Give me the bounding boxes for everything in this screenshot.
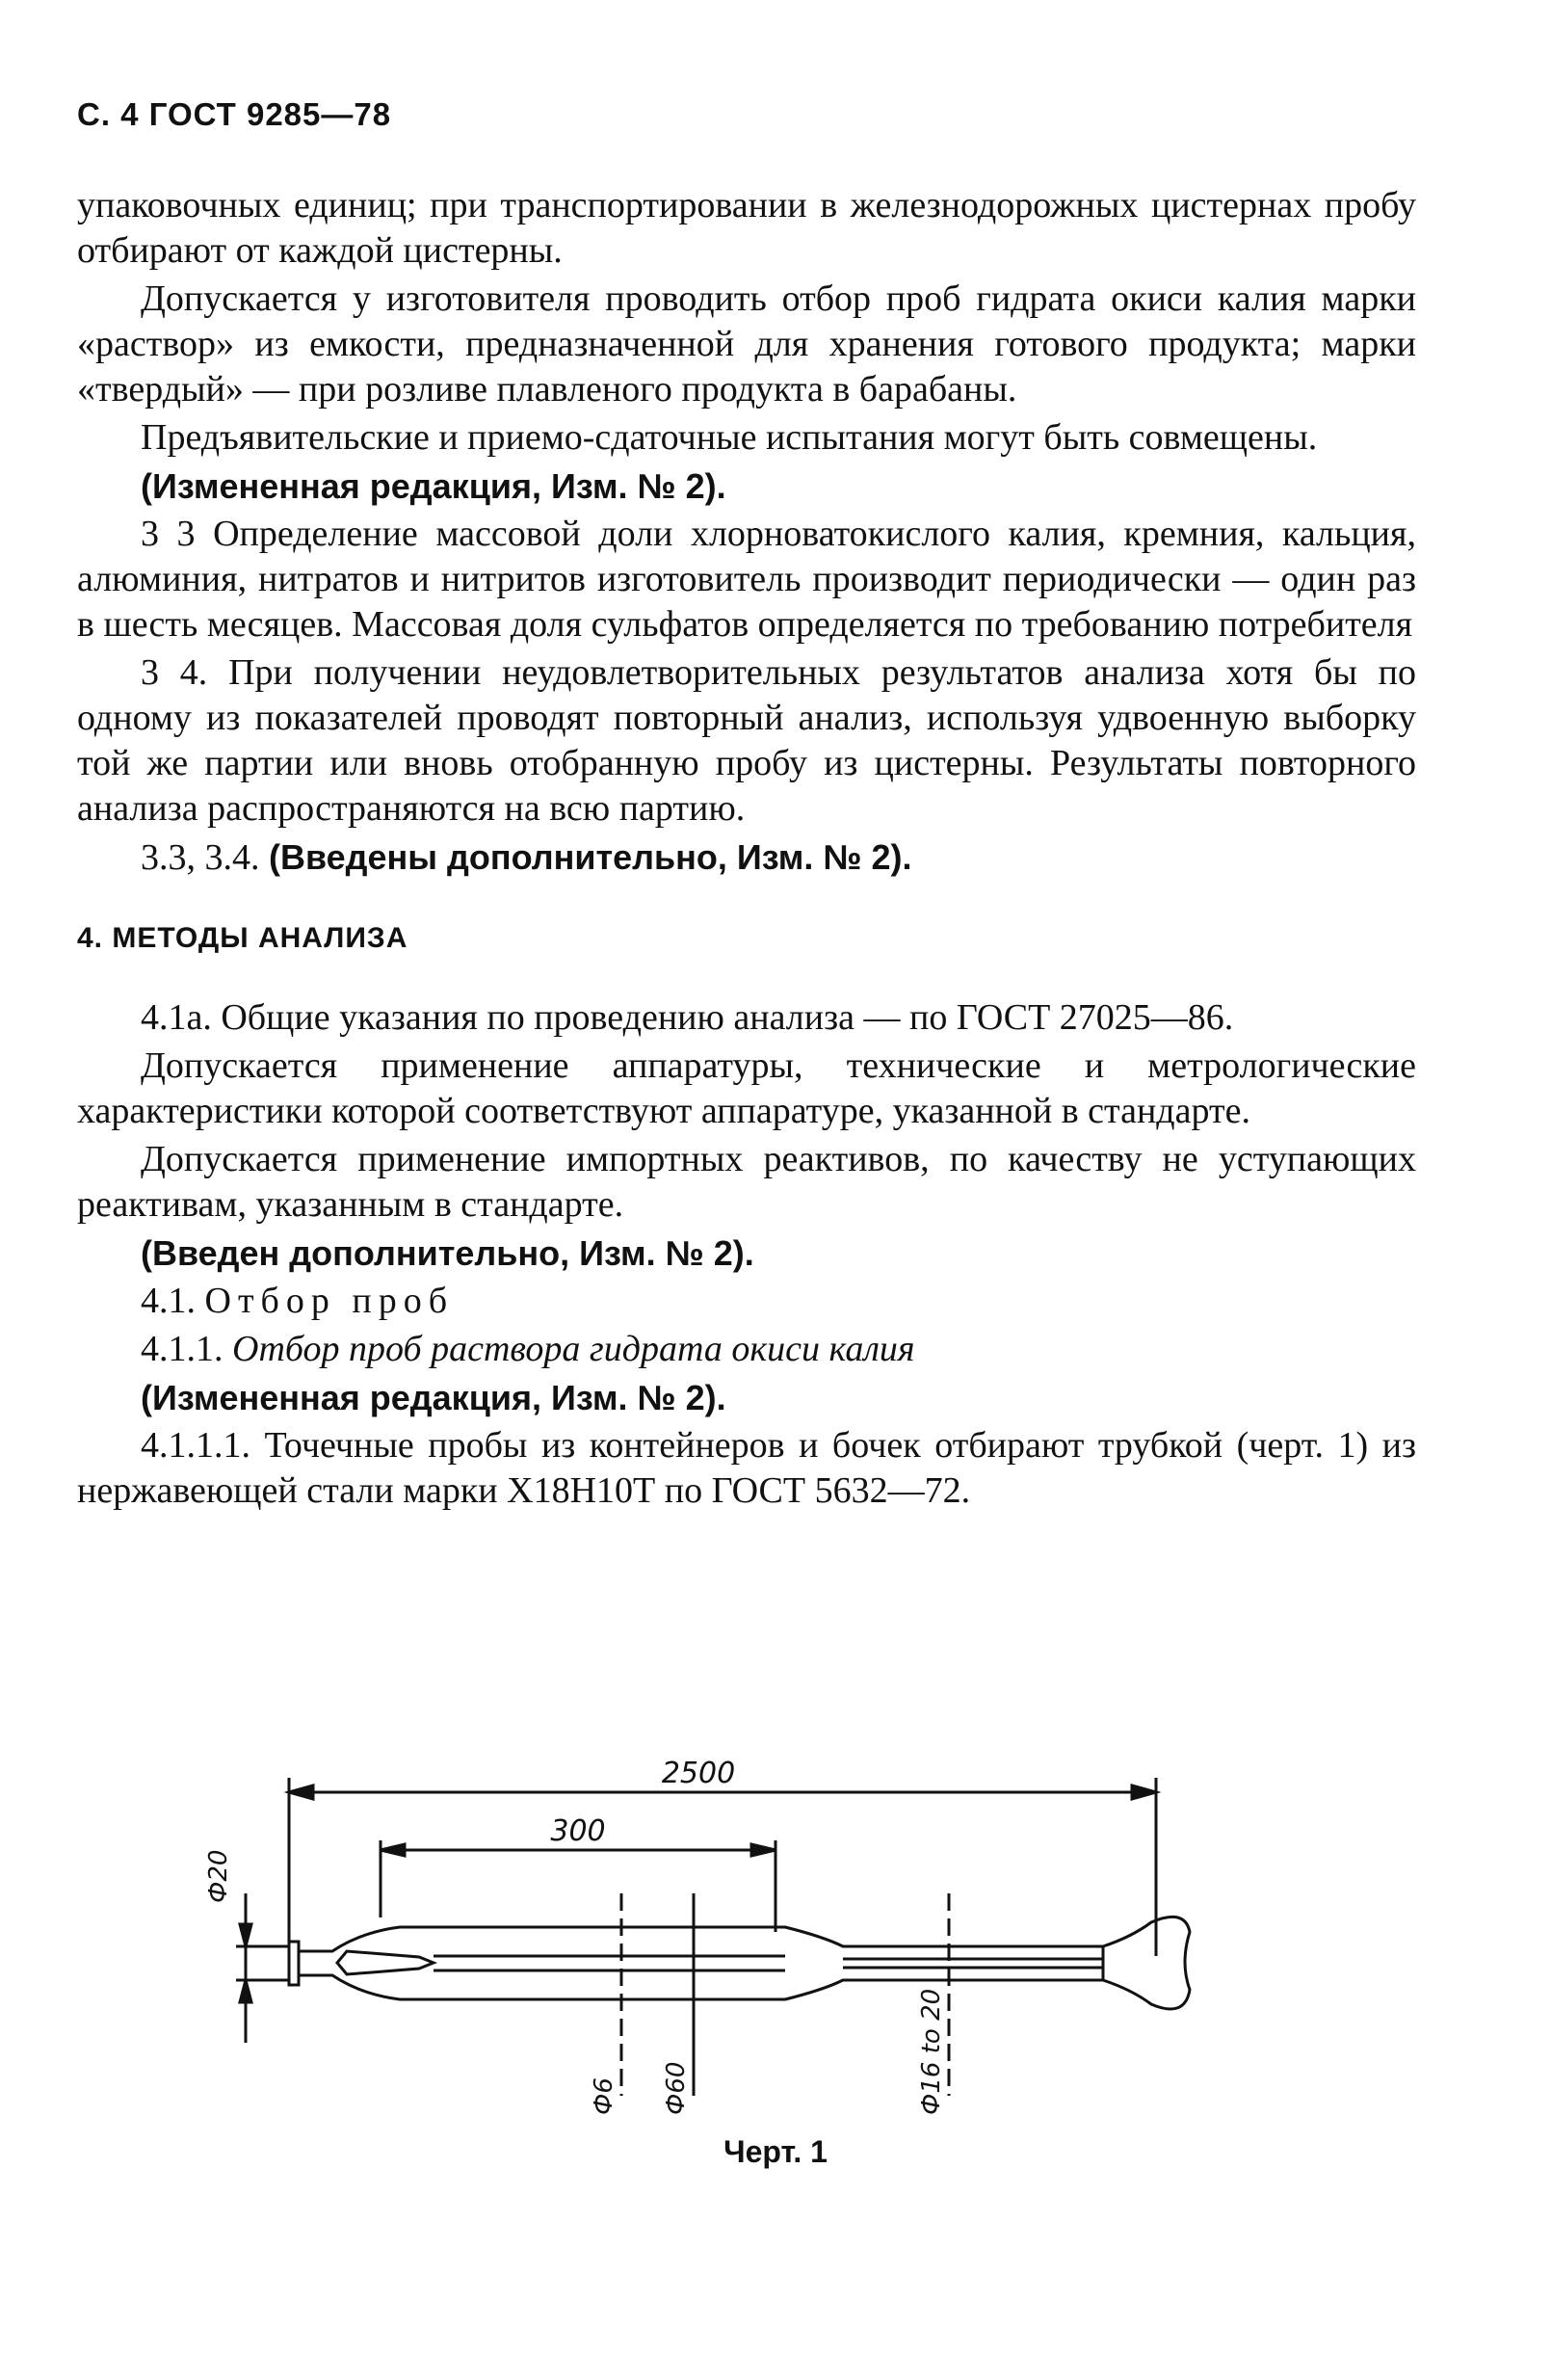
section-title: 4. МЕТОДЫ АНАЛИЗА [77, 922, 408, 954]
paragraph: Допускается применение импортных реактивов, по качеству не уступающих реактивам, указанным в стандарте. [77, 1139, 1416, 1225]
paragraph: 3 3 Определение массовой доли хлорноватокислого калия, кремния, кальция, алюминия, нитратов и нитритов изготовитель производит периодически — один раз в шесть месяцев. Массовая доля сульфатов определяется по требованию потребителя [77, 514, 1416, 645]
paragraph: Предъявительские и приемо-сдаточные испытания могут быть совмещены. [141, 417, 1318, 458]
dimension-label-d20: Ф20 [204, 1849, 233, 1903]
amendment-note: (Измененная редакция, Изм. № 2). [141, 1378, 726, 1417]
arrow-head [289, 1785, 313, 1799]
tube-inner-tip [337, 1951, 434, 1974]
dimension-label-d60: Ф60 [662, 2061, 691, 2115]
amendment-text: (Введены дополнительно, Изм. № 2). [269, 837, 912, 877]
clause-numbers: 3.3, 3.4. [141, 837, 269, 878]
tube-end-cap [289, 1942, 299, 1985]
arrow-head [381, 1844, 405, 1856]
paragraph: 3 4. При получении неудовлетворительных результатов анализа хотя бы по одному из показателей проводят повторный анализ, используя удвоенную выборку той же партии или вновь отобранную пробу из цистерны. Результаты повторного анализа распространяются на всю партию. [77, 652, 1416, 829]
subsection-heading [77, 1279, 1416, 1324]
body-text [77, 183, 1416, 1517]
subsection-title: Отбор проб раствора гидрата окиси калия [232, 1329, 915, 1369]
tube-handle [1103, 1917, 1190, 2009]
dimension-label-d6: Ф6 [590, 2077, 618, 2115]
arrow-head [240, 1924, 251, 1946]
arrow-head [240, 1980, 251, 2002]
paragraph: 4.1а. Общие указания по проведению анализа — по ГОСТ 27025—86. [141, 997, 1234, 1038]
page-header: С. 4 ГОСТ 9285—78 [77, 96, 392, 132]
clause-number: 4.1. [141, 1281, 205, 1321]
dimension-label-d16: Ф16 to 20 [917, 1988, 946, 2115]
paragraph: Допускается у изготовителя проводить отбор проб гидрата окиси калия марки «раствор» из емкости, предназначенной для хранения готового продукта; марки «твердый» — при розливе плавленого продукта в барабаны. [77, 278, 1416, 410]
amendment-note [77, 834, 1416, 881]
paragraph: Допускается применение аппаратуры, технические и метрологические характеристики которой соответствуют аппаратуре, указанной в стандарте. [77, 1045, 1416, 1131]
paragraph: 4.1.1.1. Точечные пробы из контейнеров и бочек отбирают трубкой (черт. 1) из нержавеющей стали марки Х18Н10Т по ГОСТ 5632—72. [77, 1425, 1416, 1511]
dimension-label-inner: 300 [550, 1814, 606, 1848]
sampling-tube-drawing [204, 1749, 1257, 2163]
paragraph: упаковочных единиц; при транспортировании в железнодорожных цистернах пробу отбирают от каждой цистерны. [77, 185, 1416, 271]
amendment-note: (Введен дополнительно, Изм. № 2). [141, 1233, 754, 1273]
dimension-label-total: 2500 [661, 1757, 736, 1790]
amendment-note: (Измененная редакция, Изм. № 2). [141, 466, 726, 506]
clause-number: 4.1.1. [141, 1329, 232, 1369]
subsection-title: Отбор проб [204, 1281, 455, 1321]
arrow-head [751, 1844, 776, 1856]
subsection-heading [77, 1327, 1416, 1372]
figure-caption: Черт. 1 [723, 2134, 828, 2169]
tube-outline [299, 1927, 1103, 1999]
arrow-head [1132, 1785, 1156, 1799]
